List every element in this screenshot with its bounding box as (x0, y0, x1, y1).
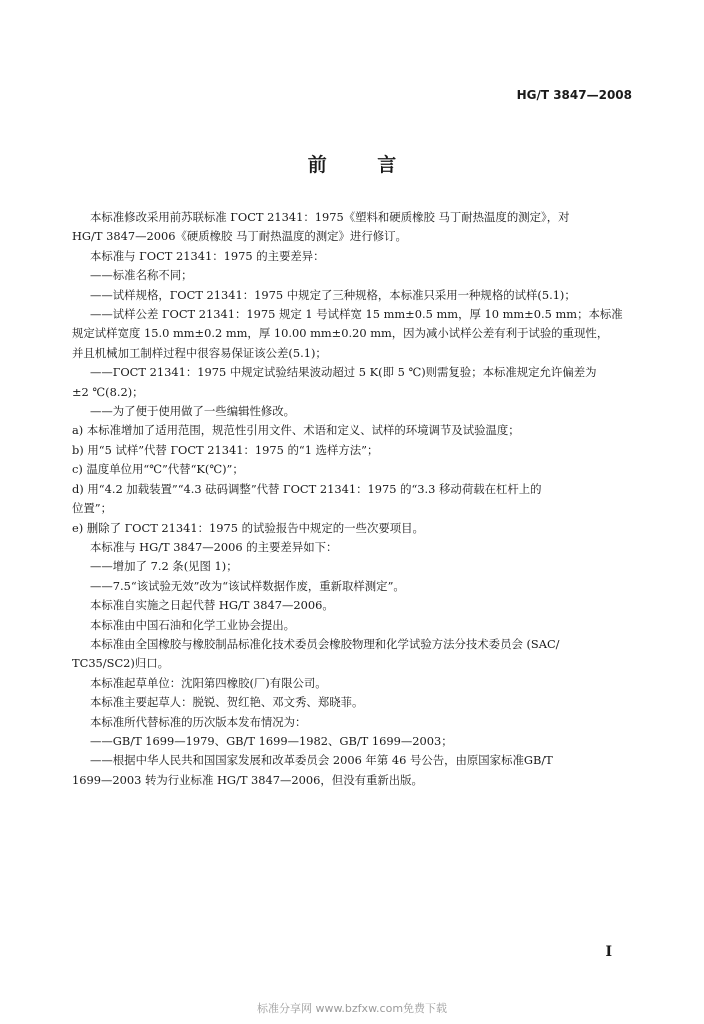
list-item: a) 本标准增加了适用范围，规范性引用文件、术语和定义、试样的环境调节及试验温度； (72, 423, 520, 438)
paragraph-line: 1699—2003 转为行业标准 HG/T 3847—2006，但没有重新出版。 (72, 772, 423, 787)
paragraph-line: ——标准名称不同； (90, 268, 193, 283)
paragraph-line: 本标准所代替标准的历次版本发布情况为： (90, 714, 307, 729)
list-item: d) 用“4.2 加载装置”“4.3 砝码调整”代替 ГОСТ 21341：1975 的“3.3 移动荷载在杠杆上的 (72, 481, 542, 496)
paragraph-line: 本标准修改采用前苏联标准 ГОСТ 21341：1975《塑料和硬质橡胶 马丁耐热温度的测定》，对 (90, 210, 570, 224)
paragraph-line: ——7.5“该试验无效”改为“该试样数据作废，重新取样测定”。 (90, 578, 405, 593)
paragraph-line: 本标准起草单位：沈阳第四橡胶(厂)有限公司。 (90, 675, 327, 690)
paragraph-line: ±2 ℃(8.2)； (72, 384, 144, 399)
paragraph-line: ——试样公差 ГОСТ 21341：1975 规定 1 号试样宽 15 mm±0.5 mm，厚 10 mm±0.5 mm；本标准 (90, 307, 623, 322)
page-number: I (605, 944, 612, 960)
paragraph-line: HG/T 3847—2006《硬质橡胶 马丁耐热温度的测定》进行修订。 (72, 229, 407, 244)
paragraph-line: 本标准主要起草人：脱锐、贺红艳、邓文秀、郑晓菲。 (90, 695, 364, 710)
paragraph-line: ——根据中华人民共和国国家发展和改革委员会 2006 年第 46 号公告，由原国家标准GB/T (90, 753, 553, 768)
paragraph-line: ——试样规格，ГОСТ 21341：1975 中规定了三种规格，本标准只采用一种规格的试样(5.1)； (90, 287, 576, 302)
paragraph-line: ——为了便于使用做了一些编辑性修改。 (90, 404, 296, 419)
paragraph-line: ——GB/T 1699—1979、GB/T 1699—1982、GB/T 1699—2003； (90, 733, 453, 748)
list-item: 位置”； (72, 501, 112, 516)
watermark-text: 标准分享网 www.bzfxw.com免费下载 (256, 1002, 448, 1015)
paragraph-line: TC35/SC2)归口。 (72, 656, 170, 671)
standard-code: HG/T 3847—2008 (516, 88, 632, 102)
paragraph-line: 本标准与 ГОСТ 21341：1975 的主要差异： (90, 248, 325, 263)
paragraph-line: ——ГОСТ 21341：1975 中规定试验结果波动超过 5 K(即 5 ℃)则需复验；本标准规定允许偏差为 (90, 365, 597, 380)
list-item: c) 温度单位用“℃”代替“K(℃)”； (72, 462, 244, 477)
preface-body (72, 208, 638, 790)
paragraph-line: 本标准自实施之日起代替 HG/T 3847—2006。 (90, 598, 334, 613)
page-title: 前 言 (307, 154, 419, 176)
paragraph-line: 本标准由全国橡胶与橡胶制品标准化技术委员会橡胶物理和化学试验方法分技术委员会 (SAC/ (90, 636, 560, 651)
paragraph-line: 本标准由中国石油和化学工业协会提出。 (90, 617, 296, 632)
paragraph-line: 本标准与 HG/T 3847—2006 的主要差异如下： (90, 539, 338, 554)
list-item: e) 删除了 ГОСТ 21341：1975 的试验报告中规定的一些次要项目。 (72, 520, 424, 535)
paragraph-line: 并且机械加工制样过程中很容易保证该公差(5.1)； (72, 345, 327, 360)
list-item: b) 用“5 试样”代替 ГОСТ 21341：1975 的“1 选样方法”； (72, 442, 379, 457)
paragraph-line: ——增加了 7.2 条(见图 1)； (90, 559, 238, 574)
paragraph-line: 规定试样宽度 15.0 mm±0.2 mm，厚 10.00 mm±0.20 mm，因为减小试样公差有利于试验的重现性， (72, 326, 609, 341)
